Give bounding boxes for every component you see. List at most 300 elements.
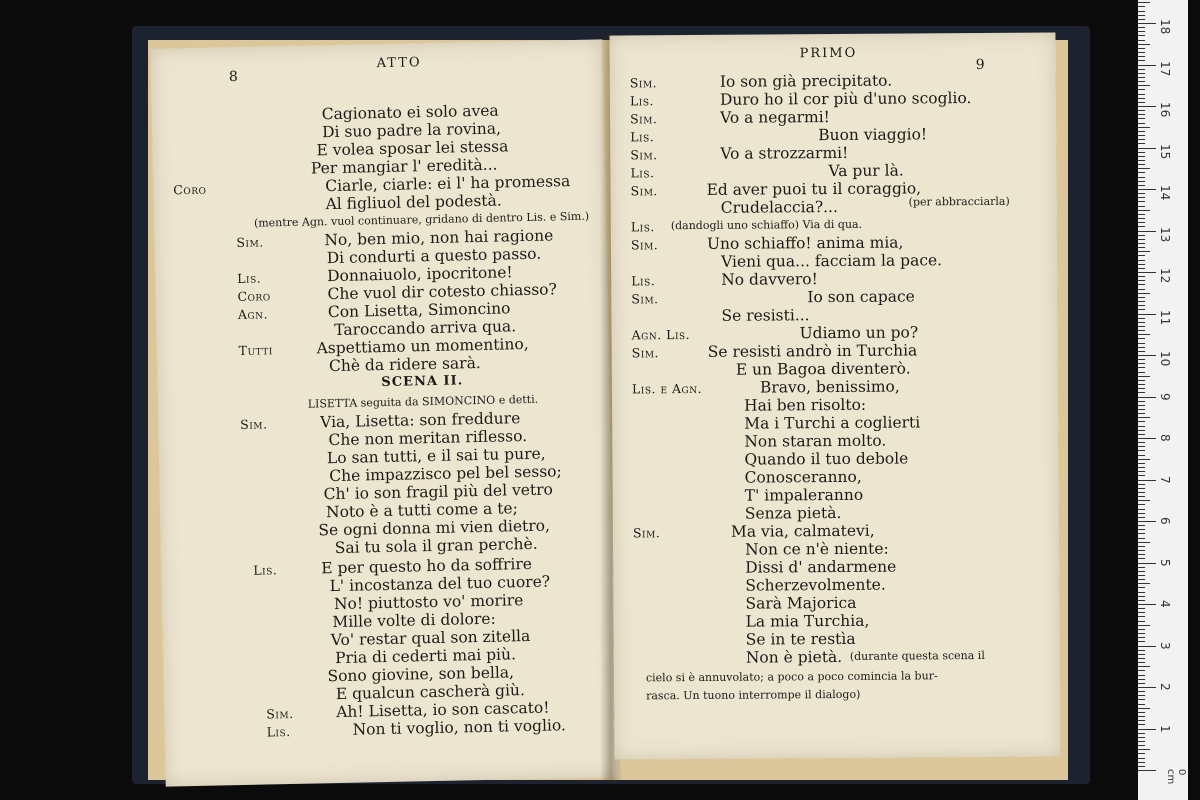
ruler-tick	[1138, 679, 1145, 680]
speaker-name: Sim.	[240, 416, 268, 433]
ruler-tick	[1138, 708, 1150, 709]
verse-line: Lo san tutti, e il sai tu pure,	[326, 444, 546, 468]
ruler-tick	[1138, 189, 1156, 190]
ruler-tick	[1138, 23, 1156, 24]
speaker-name: Sim.	[630, 147, 658, 163]
ruler-tick	[1138, 297, 1145, 298]
verse-line: Mille volte di dolore:	[332, 609, 496, 632]
ruler-tick	[1138, 131, 1145, 132]
ruler-tick	[1138, 450, 1145, 451]
speaker-name: Lis.	[631, 273, 656, 289]
verse-line: No davvero!	[721, 270, 818, 289]
ruler-number: 3	[1158, 641, 1172, 650]
scene-heading: SCENA II.	[381, 373, 464, 391]
ruler-tick	[1138, 621, 1145, 622]
running-head: ATTO	[376, 55, 422, 72]
ruler-number: 4	[1158, 600, 1172, 608]
ruler-tick	[1138, 164, 1145, 165]
ruler-tick	[1138, 156, 1145, 157]
ruler-tick	[1138, 52, 1145, 53]
ruler-tick	[1138, 69, 1145, 70]
ruler-tick	[1138, 567, 1145, 568]
verse-line: Ma i Turchi a coglierti	[744, 413, 921, 433]
page-number: 8	[228, 68, 239, 86]
ruler-tick	[1138, 98, 1145, 99]
ruler-tick	[1138, 334, 1150, 335]
verse-line: Non ce n'è niente:	[745, 539, 889, 559]
ruler-tick	[1138, 704, 1145, 705]
ruler-tick	[1138, 699, 1145, 700]
ruler-tick	[1138, 442, 1145, 443]
ruler-number: 7	[1158, 475, 1172, 484]
speaker-name: Lis.	[253, 562, 278, 578]
ruler-tick	[1138, 579, 1145, 580]
ruler-tick	[1138, 15, 1145, 16]
ruler-tick	[1138, 554, 1145, 555]
ruler-number: 17	[1158, 60, 1172, 76]
ruler-tick	[1138, 181, 1145, 182]
verse-line: E un Bagoa diventerò.	[735, 359, 911, 379]
ruler-tick	[1138, 737, 1145, 738]
speaker-name: Agn.	[237, 306, 269, 323]
verse-line: Ch' io son fragil più del vetro	[323, 480, 554, 504]
ruler-tick	[1138, 724, 1145, 725]
ruler-tick	[1138, 367, 1145, 368]
ruler-tick	[1138, 197, 1145, 198]
ruler-tick	[1138, 264, 1145, 265]
ruler-tick	[1138, 641, 1145, 642]
verse-line: Se in te restìa	[745, 629, 856, 649]
ruler-tick	[1138, 475, 1145, 476]
ruler-tick	[1138, 687, 1156, 688]
page-number: 9	[975, 56, 985, 74]
verse-line: T' impaleranno	[744, 485, 864, 505]
ruler-tick	[1138, 558, 1145, 559]
speaker-name: Lis.	[630, 129, 655, 145]
ruler-number: 14	[1158, 185, 1172, 201]
verse-line: Non è pietà.	[745, 647, 843, 667]
ruler-tick	[1138, 463, 1145, 464]
ruler-tick	[1138, 359, 1145, 360]
speaker-name: Sim.	[266, 705, 294, 722]
ruler-tick	[1138, 118, 1145, 119]
speaker-name: Coro	[173, 181, 207, 198]
verse-line: Vo a strozzarmi!	[720, 143, 849, 163]
ruler-tick	[1138, 525, 1145, 526]
ruler-tick	[1138, 235, 1145, 236]
ruler-tick	[1138, 762, 1145, 763]
ruler-tick	[1138, 56, 1145, 57]
verse-line: No! piuttosto vo' morire	[333, 591, 524, 614]
verse-line: Taroccando arriva qua.	[334, 317, 517, 340]
ruler-tick	[1138, 284, 1145, 285]
ruler-number: 8	[1158, 434, 1172, 442]
ruler-tick	[1138, 206, 1145, 207]
speaker-name: Coro	[237, 288, 271, 305]
speaker-name: Lis.	[629, 93, 654, 109]
verse-line: Ma via, calmatevi,	[730, 521, 875, 541]
ruler-tick	[1138, 596, 1145, 597]
verse-line: Senza pietà.	[744, 503, 842, 523]
ruler-tick	[1138, 695, 1145, 696]
ruler-tick	[1138, 388, 1145, 389]
verse-line: La mia Turchia,	[745, 611, 870, 631]
ruler-number: 9	[1158, 392, 1172, 401]
verse-line: Ah! Lisetta, io son cascato!	[336, 698, 550, 722]
ruler-tick	[1138, 355, 1156, 356]
ruler-tick	[1138, 89, 1145, 90]
speaker-name: Agn. Lis.	[631, 327, 691, 343]
ruler-tick	[1138, 712, 1145, 713]
ruler-tick	[1138, 330, 1145, 331]
ruler-tick	[1138, 322, 1145, 323]
ruler-tick	[1138, 193, 1145, 194]
ruler-tick	[1138, 426, 1145, 427]
verse-line: Scherzevolmente.	[745, 575, 886, 595]
speaker-name: Sim.	[632, 525, 661, 541]
ruler-tick	[1138, 496, 1145, 497]
ruler-tick	[1138, 587, 1145, 588]
ruler-tick	[1138, 210, 1150, 211]
verse-line: Ciarle, ciarle: ei l' ha promessa	[325, 172, 571, 196]
ruler-tick	[1138, 65, 1156, 66]
ruler-tick	[1138, 421, 1145, 422]
ruler-tick	[1138, 401, 1145, 402]
ruler-tick	[1138, 666, 1150, 667]
verse-line: Vieni qua... facciam la pace.	[720, 251, 943, 271]
ruler-tick	[1138, 94, 1145, 95]
ruler-tick	[1138, 397, 1156, 398]
ruler-tick	[1138, 289, 1145, 290]
ruler-tick	[1138, 343, 1145, 344]
ruler-tick	[1138, 168, 1150, 169]
ruler-tick	[1138, 110, 1145, 111]
ruler-tick	[1138, 280, 1145, 281]
ruler-tick	[1138, 11, 1145, 12]
ruler-tick	[1138, 488, 1145, 489]
ruler-tick	[1138, 48, 1145, 49]
ruler-tick	[1138, 160, 1145, 161]
verse-line: Io son già precipitato.	[719, 71, 893, 91]
ruler-tick	[1138, 467, 1145, 468]
verse-line: Va pur là.	[828, 161, 904, 181]
verse-line: Ed aver puoi tu il coraggio,	[706, 179, 922, 199]
ruler-tick	[1138, 538, 1145, 539]
ruler-tick	[1138, 218, 1145, 219]
verse-line: Cagionato ei solo avea	[321, 101, 499, 124]
ruler-tick	[1138, 305, 1145, 306]
speaker-name: Tutti	[238, 342, 273, 359]
ruler-tick	[1138, 73, 1145, 74]
ruler-tick	[1138, 326, 1145, 327]
ruler-tick	[1138, 380, 1145, 381]
speaker-name: Sim.	[630, 183, 658, 199]
verse-line: Sai tu sola il gran perchè.	[334, 534, 538, 558]
ruler-tick	[1138, 729, 1156, 730]
verse-line: Se resisti andrò in Turchia	[707, 341, 918, 361]
ruler-tick	[1138, 226, 1145, 227]
ruler-tick	[1138, 231, 1156, 232]
ruler-tick	[1138, 604, 1156, 605]
ruler-number: 13	[1158, 226, 1172, 242]
ruler-number: 6	[1158, 517, 1172, 525]
verse-line: Noto è a tutti come a te;	[325, 499, 519, 522]
speaker-name: Lis.	[630, 165, 655, 181]
ruler-tick	[1138, 716, 1145, 717]
verse-line: Che non meritan riflesso.	[328, 427, 528, 450]
ruler-tick	[1138, 646, 1156, 647]
verse-line: Al figliuol del podestà.	[325, 191, 502, 214]
verse-line: Pria di cederti mai più.	[334, 645, 517, 668]
ruler-tick	[1138, 691, 1145, 692]
ruler-tick	[1138, 19, 1145, 20]
ruler-tick	[1138, 177, 1145, 178]
ruler-tick	[1138, 683, 1145, 684]
ruler-tick	[1138, 251, 1150, 252]
speaker-name: Lis.	[236, 270, 262, 287]
ruler-tick	[1138, 85, 1150, 86]
stage-direction: (durante questa scena il	[849, 648, 985, 663]
ruler-tick	[1138, 301, 1145, 302]
ruler-tick	[1138, 239, 1145, 240]
speaker-name: Lis. e Agn.	[631, 380, 703, 397]
ruler-tick	[1138, 633, 1145, 634]
verse-line: Udiamo un po?	[799, 323, 919, 343]
ruler-tick	[1138, 741, 1145, 742]
ruler-tick	[1138, 293, 1150, 294]
ruler-tick	[1138, 106, 1156, 107]
verse-line: Vo a negarmi!	[719, 108, 830, 127]
ruler-tick	[1138, 430, 1145, 431]
ruler-tick	[1138, 471, 1145, 472]
ruler-tick	[1138, 405, 1145, 406]
ruler-tick	[1138, 446, 1145, 447]
ruler-tick	[1138, 434, 1145, 435]
verse-line: Hai ben risolto:	[744, 395, 867, 415]
ruler-tick	[1138, 583, 1150, 584]
ruler-tick	[1138, 384, 1145, 385]
verse-line: Donnaiuolo, ipocritone!	[326, 263, 513, 286]
left-page	[150, 39, 617, 786]
verse-line: Di condurti a questo passo.	[326, 244, 542, 268]
ruler-tick	[1138, 272, 1156, 273]
ruler-tick	[1138, 766, 1145, 767]
ruler-tick	[1138, 314, 1156, 315]
ruler-tick	[1138, 413, 1145, 414]
ruler-tick	[1138, 6, 1145, 7]
ruler-tick	[1138, 139, 1145, 140]
ruler-tick	[1138, 318, 1145, 319]
ruler-tick	[1138, 363, 1145, 364]
verse-line: E per questo ho da soffrire	[321, 554, 533, 578]
verse-line: Chè da ridere sarà.	[328, 353, 481, 376]
verse-line: E qualcun cascherà giù.	[335, 681, 526, 704]
ruler-tick	[1138, 455, 1145, 456]
speaker-name: Sim.	[236, 234, 264, 251]
verse-line: Che impazzisco pel bel sesso;	[329, 462, 562, 486]
ruler-tick	[1138, 625, 1150, 626]
ruler-tick	[1138, 347, 1145, 348]
ruler-tick	[1138, 2, 1150, 3]
verse-line: Di suo padre la rovina,	[321, 119, 502, 142]
ruler-tick	[1138, 459, 1150, 460]
ruler-tick	[1138, 658, 1145, 659]
ruler-tick	[1138, 675, 1145, 676]
ruler-tick	[1138, 222, 1145, 223]
ruler-tick	[1138, 44, 1150, 45]
ruler-tick	[1138, 612, 1145, 613]
verse-line: Via, Lisetta: son freddure	[319, 409, 521, 432]
ruler-tick	[1138, 417, 1150, 418]
ruler-tick	[1138, 745, 1145, 746]
ruler-tick	[1138, 616, 1145, 617]
ruler-tick	[1138, 533, 1145, 534]
verse-line: Crudelaccia?...	[720, 197, 838, 217]
ruler-tick	[1138, 268, 1145, 269]
speaker-name: Sim.	[629, 75, 658, 91]
ruler-tick	[1138, 650, 1145, 651]
ruler-tick	[1138, 517, 1145, 518]
verse-line: Sono giovine, son bella,	[327, 663, 515, 686]
verse-line: Conosceranno,	[744, 467, 862, 487]
ruler-number: 10	[1158, 351, 1172, 367]
ruler-number: 1	[1158, 724, 1172, 733]
ruler-tick	[1138, 563, 1156, 564]
ruler-tick	[1138, 592, 1145, 593]
verse-line: Dissi d' andarmene	[745, 557, 897, 577]
ruler-tick	[1138, 255, 1145, 256]
verse-line: Bravo, benissimo,	[759, 377, 900, 397]
ruler-tick	[1138, 575, 1145, 576]
ruler-tick	[1138, 504, 1145, 505]
ruler-tick	[1138, 338, 1145, 339]
right-page	[609, 32, 1060, 759]
ruler-number: 11	[1158, 309, 1172, 325]
ruler-tick	[1138, 135, 1145, 136]
ruler-number: 16	[1158, 102, 1172, 118]
ruler-tick	[1138, 720, 1145, 721]
verse-line: Per mangiar l' eredità...	[310, 155, 498, 178]
ruler-number: 18	[1158, 19, 1172, 35]
ruler-tick	[1138, 733, 1145, 734]
ruler-tick	[1138, 40, 1145, 41]
verse-line: Duro ho il cor più d'uno scoglio.	[719, 89, 972, 109]
ruler-tick	[1138, 260, 1145, 261]
verse-line: Uno schiaffo! anima mia,	[706, 233, 904, 253]
ruler-tick	[1138, 492, 1145, 493]
ruler-tick	[1138, 749, 1150, 750]
ruler-tick	[1138, 500, 1150, 501]
ruler-tick	[1138, 521, 1156, 522]
speaker-name: Lis.	[630, 219, 655, 235]
verse-line: Se resisti...	[721, 306, 810, 325]
ruler-tick	[1138, 77, 1145, 78]
stage-direction: LISETTA seguita da SIMONCINO e detti.	[307, 392, 539, 411]
ruler-number: 15	[1158, 143, 1172, 159]
ruler-tick	[1138, 60, 1145, 61]
running-head: PRIMO	[799, 45, 858, 62]
speaker-name: Sim.	[630, 111, 658, 127]
ruler-tick	[1138, 758, 1145, 759]
ruler-tick	[1138, 542, 1150, 543]
ruler-unit: 0 cm	[1165, 769, 1187, 785]
verse-line: No, ben mio, non hai ragione	[324, 226, 554, 250]
verse-line: Non staran molto.	[744, 431, 887, 451]
ruler-tick	[1138, 550, 1145, 551]
ruler-tick	[1138, 351, 1145, 352]
ruler-tick	[1138, 143, 1145, 144]
verse-line: Non ti voglio, non ti voglio.	[352, 716, 567, 739]
speaker-name: Lis.	[266, 724, 291, 740]
ruler-tick	[1138, 31, 1145, 32]
stage-direction: (mentre Agn. vuol continuare, gridano di dentro Lis. e Sim.)	[253, 209, 590, 230]
ruler-tick	[1138, 409, 1145, 410]
verse-line: L' incostanza del tuo cuore?	[329, 572, 551, 596]
ruler-tick	[1138, 480, 1156, 481]
stage-direction: (per abbracciarla)	[908, 194, 1010, 209]
ruler-tick	[1138, 509, 1145, 510]
ruler-tick	[1138, 185, 1145, 186]
speaker-name: Sim.	[631, 291, 659, 307]
ruler-tick	[1138, 172, 1145, 173]
ruler-tick	[1138, 608, 1145, 609]
ruler-tick	[1138, 81, 1145, 82]
ruler-number: 2	[1158, 683, 1172, 691]
ruler-tick	[1138, 276, 1145, 277]
ruler-tick	[1138, 201, 1145, 202]
ruler-tick	[1138, 392, 1145, 393]
stage-direction: cielo si è annuvolato; a poco a poco comincia la bur-	[645, 669, 938, 685]
ruler-tick	[1138, 214, 1145, 215]
ruler-tick	[1138, 484, 1145, 485]
ruler-tick	[1138, 670, 1145, 671]
stage-direction: (dandogli uno schiaffo) Via di qua.	[670, 217, 863, 233]
verse-line: Aspettiamo un momentino,	[316, 334, 529, 358]
verse-line: Se ogni donna mi vien dietro,	[318, 516, 551, 540]
ruler-tick	[1138, 546, 1145, 547]
ruler-tick	[1138, 662, 1145, 663]
measuring-ruler	[1138, 0, 1188, 800]
ruler-tick	[1138, 654, 1145, 655]
verse-line: E volea sposar lei stessa	[316, 137, 509, 160]
ruler-number: 5	[1158, 558, 1172, 567]
stage-direction: rasca. Un tuono interrompe il dialogo)	[646, 687, 861, 703]
ruler-tick	[1138, 114, 1145, 115]
ruler-tick	[1138, 309, 1145, 310]
verse-line: Che vuol dir cotesto chiasso?	[327, 280, 558, 304]
ruler-tick	[1138, 770, 1156, 771]
ruler-tick	[1138, 148, 1156, 149]
ruler-tick	[1138, 27, 1145, 28]
ruler-tick	[1138, 152, 1145, 153]
ruler-tick	[1138, 102, 1145, 103]
ruler-tick	[1138, 372, 1145, 373]
ruler-tick	[1138, 529, 1145, 530]
ruler-tick	[1138, 637, 1145, 638]
verse-line: Sarà Majorica	[745, 593, 857, 613]
ruler-number: 12	[1158, 268, 1172, 284]
verse-line: Con Lisetta, Simoncino	[327, 299, 511, 322]
ruler-tick	[1138, 243, 1145, 244]
verse-line: Buon viaggio!	[818, 125, 928, 145]
verse-line: Vo' restar qual son zitella	[330, 626, 531, 650]
ruler-tick	[1138, 600, 1145, 601]
verse-line: Quando il tuo debole	[744, 449, 909, 469]
ruler-tick	[1138, 376, 1150, 377]
ruler-tick	[1138, 35, 1145, 36]
ruler-tick	[1138, 247, 1145, 248]
ruler-tick	[1138, 571, 1145, 572]
